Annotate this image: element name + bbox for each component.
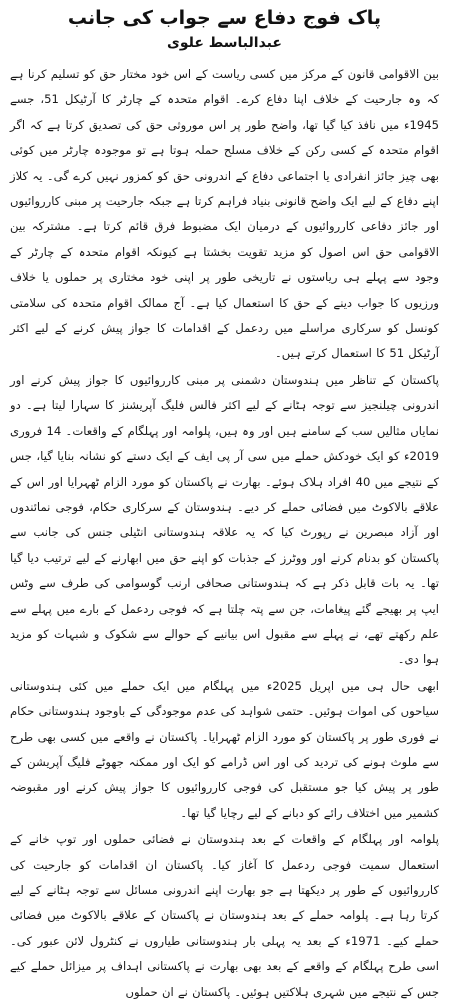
article-paragraph: ابھی حال ہی میں اپریل 2025ء میں پہلگام میں ایک حملے میں کئی ہندوستانی سیاحوں کی اموات ہوئیں۔ حتمی شواہد کی عدم موجودگی کے باوجود ہندوستانی حکام نے فوری طور پر پاکستان کو مورد الزام ٹھہرایا۔ پاکستان نے واقعے میں کسی بھی طرح سے ملوث ہونے کی تردید کی اور اس ڈرامے کو ایک اور ممکنہ جھوٹے فلیگ آپریشن کے طور پر پیش کیا جو مستقبل کی فوجی کارروائیوں کا جواز پیش کرنے اور مقبوضہ کشمیر میں اختلاف رائے کو دبانے کے لیے رچایا گیا تھا۔ xyxy=(10,678,439,820)
article-paragraph: پلوامہ اور پہلگام کے واقعات کے بعد ہندوستان نے فضائی حملوں اور توپ خانے کے استعمال سمیت فوجی ردعمل کا آغاز کیا۔ پاکستان ان اقدامات کو جارحیت کی کارروائیوں کے طور پر دیکھتا ہے جو بھارت اپنے اندرونی مسائل سے توجہ ہٹانے کے لیے کرتا رہا ہے۔ پلوامہ حملے کے بعد ہندوستان نے پاکستان کے علاقے بالاکوٹ میں فضائی حملے کیے۔ 1971ء کے بعد یہ پہلی بار ہندوستانی طیاروں نے کنٹرول لائن عبور کی۔ اسی طرح پہلگام کے واقعے کے بعد بھی بھارت نے پاکستانی اہداف پر میزائل حملے کیے جس کے نتیجے میں شہری ہلاکتیں ہوئیں۔ پاکستان نے ان حملوں xyxy=(10,832,439,999)
article-paragraph: پاکستان کے تناظر میں ہندوستان دشمنی پر مبنی کارروائیوں کا جواز پیش کرنے اور اندرونی چیلنجیز سے توجہ ہٹانے کے لیے اکثر فالس فلیگ آپریشنز کا سہارا لیتا ہے۔ دو نمایاں مثالیں سب کے سامنے ہیں اور وہ ہیں، پلوامہ اور پہلگام کے واقعات۔ 14 فروری 2019ء کو ایک خودکش حملے میں سی آر پی ایف کے ایک دستے کو نشانہ بنایا گیا، جس کے نتیجے میں 40 افراد ہلاک ہوئے۔ بھارت نے پاکستان کو مورد الزام ٹھہرایا اور اس کے علاقے بالاکوٹ میں فضائی حملے کر دیے۔ ہندوستان کے سرکاری حکام، فوجی نمائندوں اور آزاد مبصرین نے رپورٹ کیا کہ یہ علاقہ ہندوستانی انٹیلی جنس کی جانب سے پاکستان کو بدنام کرنے اور ووٹرز کے جذبات کو اپنے حق میں ابھارنے کے لیے ترتیب دیا گیا تھا۔ یہ بات قابل ذکر ہے کہ ہندوستانی صحافی ارنب گوسوامی کی طرف سے وٹس ایپ پر بھیجے گئے پیغامات، جن سے پتہ چلتا ہے کہ فوجی ردعمل کے بارے میں پہلے سے علم رکھتے تھے، نے پہلے سے مقبول اس بیانیے کے حوالے سے شکوک و شبہات کو مزید ہوا دی۔ xyxy=(10,372,440,667)
article-paragraph: بین الاقوامی قانون کے مرکز میں کسی ریاست کے اس خود مختار حق کو تسلیم کرنا ہے کہ وہ جارحیت کے خلاف اپنا دفاع کرے۔ اقوام متحدہ کے چارٹر کا آرٹیکل 51، جسے 1945ء میں نافذ کیا گیا تھا، واضح طور پر اس موروثی حق کی تصدیق کرتا ہے کہ اگر اقوام متحدہ کے کسی رکن کے خلاف مسلح حملہ ہوتا ہے تو موجودہ چارٹر میں کوئی بھی چیز جائز انفرادی یا اجتماعی دفاع کے اندرونی حق کو کمزور نہیں کرے گی۔ یہ کلاز اپنے دفاع کے لیے ایک واضح قانونی بنیاد فراہم کرتا ہے جبکہ جارحیت پر مبنی کارروائیوں اور جائز دفاعی کارروائیوں کے درمیان ایک مضبوط فرق قائم کرتا ہے۔ مشترکہ بین الاقوامی حق اس اصول کو مزید تقویت بخشتا ہے کیونکہ اقوام متحدہ کے چارٹر کے وجود سے پہلے ہی ریاستوں نے تاریخی طور پر اپنی خود مختاری پر حملوں یا خلاف ورزیوں کا جواب دینے کے حق کا استعمال کیا ہے۔ آج ممالک اقوام متحدہ کی سلامتی کونسل کو سرکاری مراسلے میں ردعمل کے اقدامات کا جواز پیش کرنے کے لیے اکثر آرٹیکل 51 کا استعمال کرتے ہیں۔ xyxy=(10,67,440,361)
article-title: پاک فوج دفاع سے جواب کی جانب xyxy=(67,7,382,29)
article-author: عبدالباسط علوی xyxy=(167,35,282,51)
article-body xyxy=(10,62,439,1005)
